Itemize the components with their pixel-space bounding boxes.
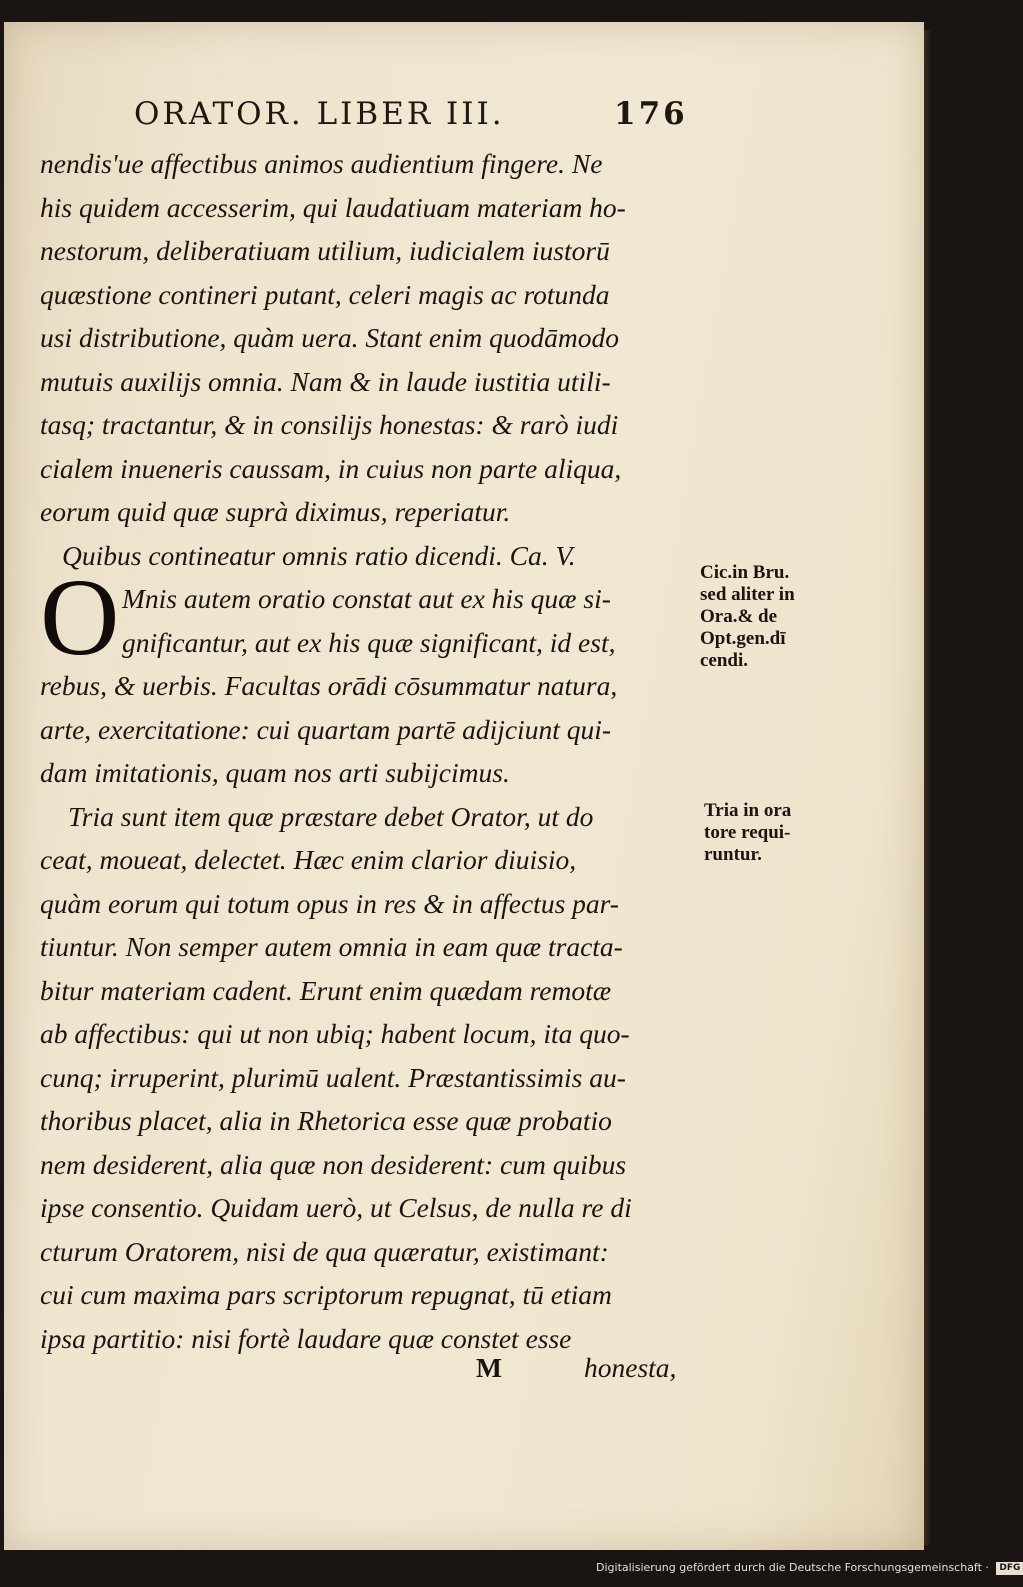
text-line: Tria sunt item quæ præstare debet Orator, ut do bbox=[68, 800, 594, 832]
text-line: Mnis autem oratio constat aut ex his quæ si- bbox=[122, 583, 611, 614]
marginal-note-line: Tria in ora bbox=[704, 800, 792, 821]
text-line: cturum Oratorem, nisi de qua quæratur, existimant: bbox=[40, 1235, 609, 1267]
text-line: cunq; irruperint, plurimū ualent. Præstantissimis au- bbox=[40, 1061, 626, 1093]
signature-mark: M bbox=[476, 1352, 502, 1383]
folio-number: 176 bbox=[614, 96, 688, 132]
marginal-note-line: tore requi- bbox=[704, 822, 791, 843]
text-line: rebus, & uerbis. Facultas orādi cōsummatur natura, bbox=[40, 670, 618, 701]
text-line: nem desiderent, alia quæ non desiderent: cum quibus bbox=[40, 1148, 627, 1180]
chapter-heading: Quibus contineatur omnis ratio dicendi. Ca. V. bbox=[62, 539, 576, 571]
catchword: honesta, bbox=[584, 1352, 677, 1383]
text-line: dam imitationis, quam nos arti subijcimus. bbox=[40, 757, 510, 788]
text-line: ab affectibus: qui ut non ubiq; habent locum, ita quo- bbox=[40, 1018, 630, 1049]
marginal-note-line: Cic.in Bru. bbox=[700, 562, 790, 583]
text-line: bitur materiam cadent. Erunt enim quædam remotæ bbox=[40, 974, 612, 1006]
text-line: cui cum maxima pars scriptorum repugnat, tū etiam bbox=[40, 1279, 612, 1310]
text-line: quàm eorum qui totum opus in res & in affectus par- bbox=[40, 887, 619, 919]
drop-cap: O bbox=[40, 556, 120, 678]
text-line: mutuis auxilijs omnia. Nam & in laude iustitia utili- bbox=[40, 365, 611, 397]
marginal-note-line: Opt.gen.dī bbox=[700, 628, 786, 649]
text-line: arte, exercitatione: cui quartam partē adijciunt qui- bbox=[40, 713, 612, 745]
page-header bbox=[134, 96, 694, 140]
catchline bbox=[40, 1346, 702, 1390]
text-line: gnificantur, aut ex his quæ significant, id est, bbox=[122, 626, 616, 658]
marginal-note-line: runtur. bbox=[704, 844, 762, 865]
text-line: ceat, moueat, delectet. Hæc enim clarior diuisio, bbox=[40, 844, 577, 875]
marginal-note-line: sed aliter in bbox=[700, 584, 795, 605]
marginal-note bbox=[700, 562, 795, 672]
dfg-logo: DFG bbox=[996, 1562, 1023, 1575]
text-line: eorum quid quæ suprà diximus, reperiatur. bbox=[40, 496, 511, 527]
text-line: nestorum, deliberatiuam utilium, iudicialem iustorū bbox=[40, 235, 610, 266]
marginal-note-line: Ora.& de bbox=[700, 606, 778, 627]
text-line: nendis'ue affectibus animos audientium fingere. Ne bbox=[40, 148, 603, 179]
text-line: cialem inueneris caussam, in cuius non parte aliqua, bbox=[40, 452, 622, 484]
text-line: tasq; tractantur, & in consilijs honestas: & rarò iudi bbox=[40, 409, 619, 440]
text-line: ipsa partitio: nisi fortè laudare quæ constet esse bbox=[40, 1322, 572, 1354]
marginal-note bbox=[704, 800, 791, 866]
text-line: usi distributione, quàm uera. Stant enim quodāmodo bbox=[40, 322, 620, 353]
body-text bbox=[40, 142, 702, 1360]
text-line: ipse consentio. Quidam uerò, ut Celsus, de nulla re di bbox=[40, 1192, 632, 1223]
text-line: his quidem accesserim, qui laudatiuam materiam ho- bbox=[40, 191, 626, 223]
running-title: ORATOR. LIBER III. bbox=[134, 96, 505, 132]
text-line: thoribus placet, alia in Rhetorica esse quæ probatio bbox=[40, 1105, 612, 1136]
text-line: tiuntur. Non semper autem omnia in eam quæ tracta- bbox=[40, 931, 623, 962]
marginal-note-line: cendi. bbox=[700, 650, 749, 671]
text-line: quæstione contineri putant, celeri magis ac rotunda bbox=[40, 278, 610, 310]
credit-text: Digitalisierung gefördert durch die Deutsche Forschungsgemeinschaft · bbox=[596, 1561, 989, 1574]
page-edge bbox=[924, 30, 932, 1545]
digitization-credit bbox=[596, 1558, 1021, 1578]
